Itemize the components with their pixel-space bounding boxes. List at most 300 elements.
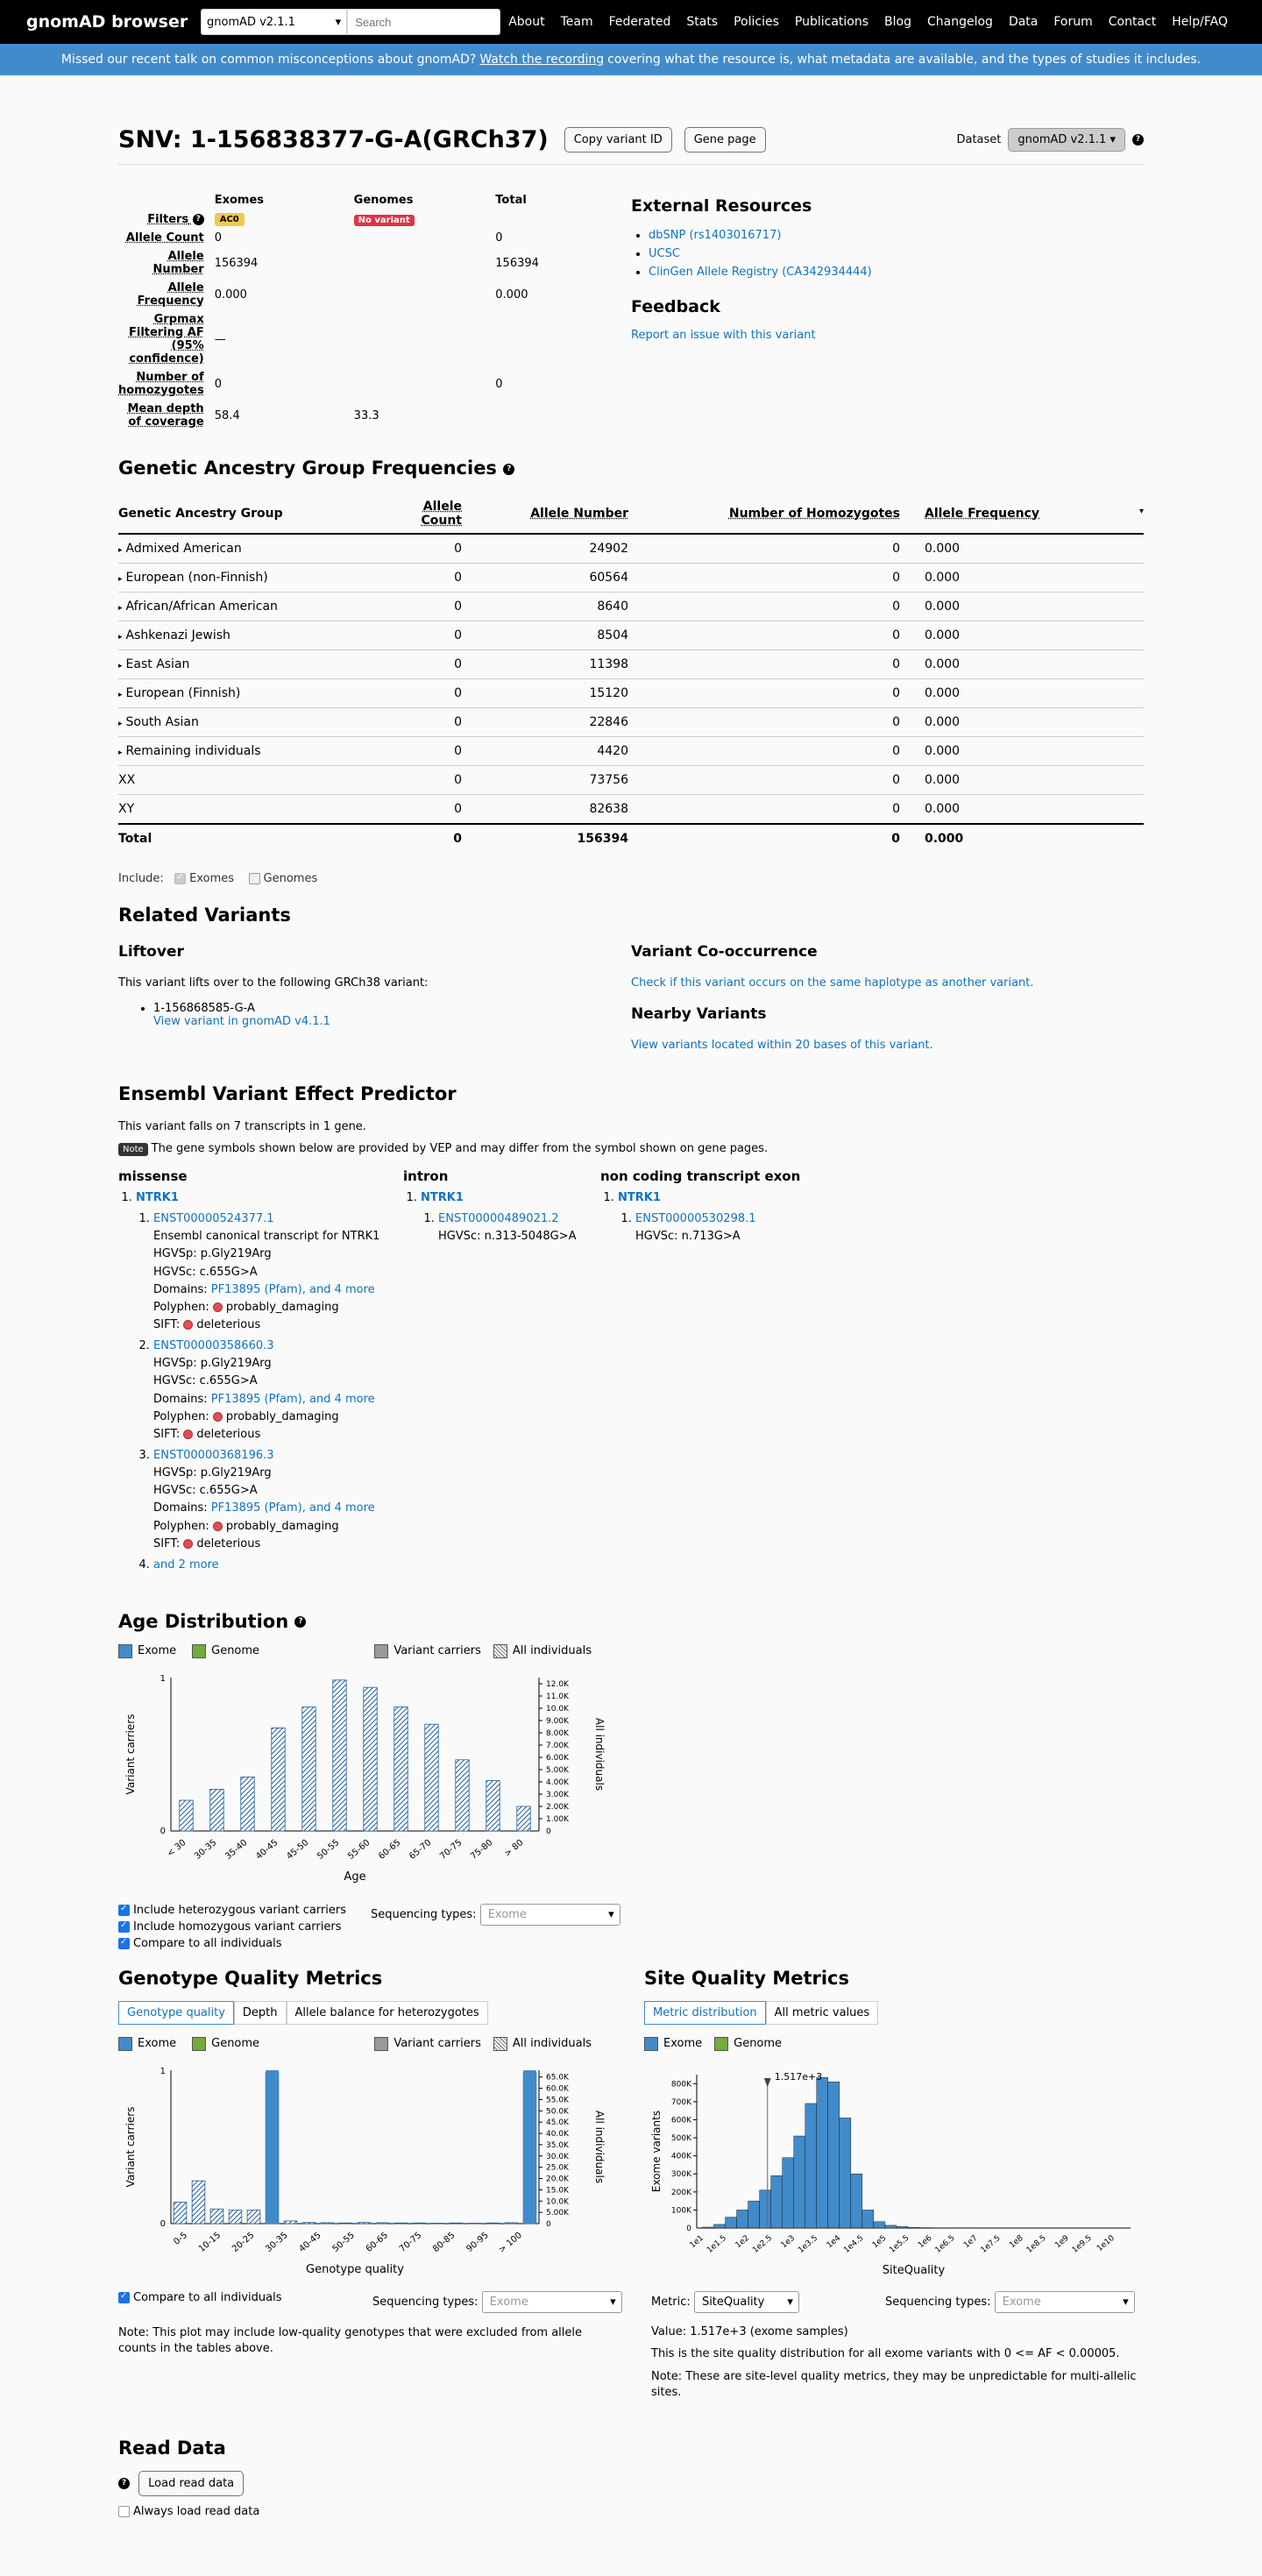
transcript-link[interactable]: ENST00000368196.3 — [153, 1448, 274, 1462]
expand-icon[interactable]: ▸ — [118, 691, 123, 699]
ancestry-freq-title: Genetic Ancestry Group Frequencies ? — [118, 458, 1144, 479]
x-tick: 1e4 — [825, 2233, 843, 2251]
hgvsc: HGVSc: n.713G>A — [635, 1230, 741, 1244]
row-label: Allele Frequency — [137, 281, 204, 308]
seq-type-select[interactable]: Exome ▾ — [482, 2291, 622, 2313]
col-exomes: Exomes — [214, 194, 265, 207]
banner-link[interactable]: Watch the recording — [479, 53, 605, 67]
transcript-link[interactable]: ENST00000358660.3 — [153, 1339, 274, 1353]
row-value — [354, 368, 496, 400]
banner-text-end: covering what the resource is, what metadata are available, and the types of studies it includes. — [607, 53, 1202, 67]
y-tick: 500K — [670, 2134, 691, 2144]
y2-tick: 25.0K — [546, 2163, 569, 2173]
legend-all: All individuals — [512, 2037, 592, 2051]
row-value — [354, 247, 496, 279]
group-name: European (non-Finnish) — [125, 571, 268, 585]
cooccurrence-title: Variant Co-occurrence — [631, 943, 818, 961]
y-axis-label: Variant carriers — [124, 1714, 137, 1795]
dataset-dropdown[interactable]: gnomAD v2.1.1 ▾ — [1008, 128, 1125, 152]
x-tick: 1e6.5 — [933, 2233, 957, 2255]
x-tick: 10-15 — [196, 2230, 223, 2254]
x-tick: 70-75 — [397, 2230, 424, 2254]
summary-row — [118, 229, 631, 247]
genomes-checkbox[interactable] — [249, 873, 260, 884]
expand-icon[interactable]: ▸ — [118, 749, 123, 757]
external-link[interactable]: ClinGen Allele Registry (CA342934444) — [649, 266, 872, 279]
dataset-selector — [956, 128, 1144, 152]
cell-af: 0.000 — [925, 593, 1144, 621]
table-row[interactable] — [118, 621, 1144, 650]
cell-ac: 0 — [381, 564, 486, 593]
x-tick: 1e3.5 — [797, 2233, 820, 2255]
sq-tabs — [644, 2001, 1170, 2025]
search-input[interactable] — [347, 9, 500, 35]
metric-select[interactable]: SiteQuality ▾ — [694, 2291, 799, 2313]
gq-options — [118, 2291, 644, 2357]
more-domains-link[interactable]: , and 4 more — [301, 1392, 375, 1406]
no-variant-badge: No variant — [354, 215, 415, 226]
y2-axis-label: All individuals — [593, 1717, 606, 1792]
bar-all-individuals — [333, 1680, 346, 1831]
table-row — [118, 766, 1144, 795]
liftover-title: Liftover — [118, 943, 184, 961]
domain-link[interactable]: PF13895 (Pfam) — [210, 1392, 302, 1406]
y2-tick: 11.0K — [546, 1692, 569, 1701]
y2-tick: 10.0K — [546, 2197, 569, 2207]
group-name: East Asian — [125, 657, 190, 671]
sift-label: SIFT: — [153, 1536, 181, 1551]
compare-label: Compare to all individuals — [133, 1936, 282, 1950]
external-link[interactable]: dbSNP (rs1403016717) — [649, 229, 782, 242]
domains-label: Domains: — [153, 1392, 208, 1406]
external-link[interactable]: UCSC — [649, 247, 680, 260]
row-value: 0 — [495, 231, 503, 245]
y-tick: 700K — [670, 2097, 691, 2107]
y2-tick: 3.00K — [546, 1790, 569, 1799]
exome-swatch — [644, 2037, 658, 2051]
row-value — [354, 310, 496, 368]
bar-all-individuals — [272, 1728, 285, 1831]
row-value — [495, 400, 631, 431]
histogram-bar — [771, 2175, 783, 2228]
more-transcripts-link[interactable]: and 2 more — [153, 1558, 219, 1572]
bar-all-individuals — [505, 2223, 518, 2224]
compare-checkbox[interactable] — [118, 2292, 130, 2303]
help-icon[interactable]: ? — [193, 214, 204, 225]
histogram-bar — [748, 2201, 760, 2228]
nav-link[interactable]: Policies — [734, 15, 779, 29]
cell-af: 0.000 — [925, 534, 1144, 564]
table-row[interactable] — [118, 737, 1144, 766]
domain-link[interactable]: PF13895 (Pfam) — [210, 1282, 302, 1296]
include-options — [118, 872, 1144, 885]
x-tick: 1e8.5 — [1024, 2233, 1048, 2255]
total-ac: 0 — [381, 824, 486, 853]
legend-exome: Exome — [138, 1644, 177, 1658]
intron-title: intron — [403, 1168, 449, 1184]
page-title: SNV: 1-156838377-G-A(GRCh37) — [118, 126, 549, 153]
ac0-badge: AC0 — [215, 213, 245, 226]
row-value — [354, 229, 496, 247]
gene-page-button[interactable]: Gene page — [684, 127, 766, 153]
histogram-bar — [817, 2077, 828, 2228]
tab-allele-balance[interactable]: Allele balance for heterozygotes — [287, 2001, 488, 2025]
polyphen-value: probably_damaging — [225, 1300, 339, 1314]
variant-title-row — [118, 75, 1144, 165]
x-tick: 30-35 — [264, 2230, 290, 2254]
external-link-item — [649, 226, 1144, 245]
dataset-select[interactable]: gnomAD v2.1.1 ▾ — [201, 9, 347, 35]
x-tick: 60-65 — [377, 1837, 403, 1862]
histogram-bar — [840, 2118, 851, 2228]
expand-icon[interactable]: ▸ — [118, 662, 123, 671]
y2-tick: 1.00K — [546, 1814, 569, 1824]
y2-tick: 0 — [546, 2219, 551, 2229]
y2-tick: 9.00K — [546, 1716, 569, 1726]
total-af: 0.000 — [925, 824, 1144, 853]
read-data-title: Read Data — [118, 2438, 226, 2459]
col-homozygotes[interactable]: Number of Homozygotes — [653, 494, 925, 534]
y-tick: 0 — [160, 1826, 166, 1836]
y2-tick: 40.0K — [546, 2130, 569, 2140]
cell-af: 0.000 — [925, 766, 1144, 795]
nav-link[interactable]: Data — [1008, 15, 1039, 29]
row-label: Grpmax Filtering AF (95% confidence) — [128, 313, 204, 365]
row-label: Allele Number — [152, 250, 204, 276]
load-read-data-button[interactable]: Load read data — [138, 2471, 244, 2496]
seq-type-select[interactable]: Exome ▾ — [480, 1904, 620, 1926]
feedback-title: Feedback — [631, 297, 720, 316]
help-icon[interactable]: ? — [294, 1616, 306, 1628]
table-row[interactable] — [118, 708, 1144, 737]
polyphen-value: probably_damaging — [225, 1519, 339, 1533]
all-individuals-swatch — [493, 2037, 507, 2051]
liftover-link[interactable]: View variant in gnomAD v4.1.1 — [153, 1015, 330, 1028]
y2-tick: 12.0K — [546, 1679, 569, 1689]
y-tick: 200K — [670, 2188, 691, 2197]
row-label: Number of homozygotes — [118, 371, 204, 397]
bar-all-individuals — [517, 1806, 530, 1831]
histogram-bar — [703, 2227, 714, 2228]
note-badge: Note — [118, 1143, 148, 1156]
summary-row — [118, 279, 631, 310]
cell-af: 0.000 — [925, 650, 1144, 679]
y-axis-label: Exome variants — [650, 2110, 663, 2193]
read-data-controls — [118, 2471, 1144, 2518]
col-allele-frequency[interactable]: Allele Frequency ▾ — [925, 494, 1144, 534]
table-row[interactable] — [118, 679, 1144, 708]
site-quality-title: Site Quality Metrics — [644, 1967, 850, 1989]
cell-an: 8640 — [486, 593, 653, 621]
bar-all-individuals — [456, 1760, 469, 1831]
marker-label: 1.517e+3 — [774, 2070, 823, 2083]
group-name: European (Finnish) — [125, 686, 241, 700]
polyphen-label: Polyphen: — [153, 1519, 209, 1533]
seq-label: Sequencing types: — [885, 2295, 991, 2309]
domain-link[interactable]: PF13895 (Pfam) — [210, 1501, 302, 1515]
row-value — [354, 279, 496, 310]
legend-all: All individuals — [512, 1644, 592, 1658]
transcript-item — [153, 1210, 403, 1334]
x-tick: 1e6 — [917, 2233, 934, 2251]
bar-all-individuals — [180, 1800, 193, 1831]
domains-label: Domains: — [153, 1501, 208, 1515]
hgvsp: HGVSp: p.Gly219Arg — [153, 1466, 272, 1480]
legend-genome: Genome — [211, 2037, 260, 2051]
ancestry-freq-table — [118, 494, 1144, 853]
total-g: Total — [118, 824, 381, 853]
x-tick: 1e1.5 — [705, 2233, 728, 2255]
external-link-item — [649, 245, 1144, 263]
col-allele-count[interactable]: Allele Count — [381, 494, 486, 534]
nav-link[interactable]: Blog — [884, 15, 911, 29]
expand-icon[interactable]: ▸ — [118, 604, 123, 613]
x-tick: 1e9.5 — [1070, 2233, 1094, 2255]
vep-title: Ensembl Variant Effect Predictor — [118, 1083, 457, 1104]
nav-link[interactable]: Stats — [686, 15, 719, 29]
sq-legend — [644, 2037, 1170, 2051]
legend-genome: Genome — [211, 1644, 260, 1658]
table-row[interactable] — [118, 534, 1144, 564]
cell-hom: 0 — [653, 593, 925, 621]
y-tick: 1 — [160, 2066, 166, 2076]
x-tick: 0-5 — [172, 2230, 190, 2247]
table-row — [118, 795, 1144, 825]
cooccurrence-link[interactable]: Check if this variant occurs on the same haplotype as another variant. — [631, 976, 1034, 990]
more-domains-link[interactable]: , and 4 more — [301, 1282, 375, 1296]
hgvsc: HGVSc: n.313-5048G>A — [438, 1230, 577, 1244]
damaging-icon — [213, 1302, 223, 1312]
x-tick: 40-45 — [297, 2230, 323, 2254]
histogram-bar — [874, 2222, 885, 2228]
legend-exome: Exome — [138, 2037, 177, 2051]
cell-ac: 0 — [381, 737, 486, 766]
genotype-quality-title: Genotype Quality Metrics — [118, 1967, 383, 1989]
sift-value: deleterious — [196, 1427, 261, 1441]
col-total: Total — [495, 194, 527, 207]
cell-hom: 0 — [653, 679, 925, 708]
bar-all-individuals — [431, 2223, 444, 2224]
deleterious-icon — [183, 1539, 193, 1549]
col-group[interactable]: Genetic Ancestry Group — [118, 494, 381, 534]
bar-all-individuals — [210, 1789, 223, 1831]
summary-row — [118, 400, 631, 431]
y-tick: 300K — [670, 2170, 691, 2180]
y2-tick: 7.00K — [546, 1741, 569, 1750]
bar-all-individuals — [339, 2223, 352, 2224]
expand-icon[interactable]: ▸ — [118, 575, 123, 584]
bar-all-individuals — [468, 2223, 481, 2224]
bar-all-individuals — [174, 2203, 187, 2224]
row-value: 0.000 — [495, 287, 528, 302]
legend-carriers: Variant carriers — [393, 2037, 481, 2051]
always-load-checkbox[interactable] — [118, 2506, 130, 2517]
cell-ac: 0 — [381, 766, 486, 795]
gene-link[interactable]: NTRK1 — [136, 1191, 179, 1204]
tab-metric-distribution[interactable]: Metric distribution — [644, 2001, 766, 2025]
x-axis-label: Age — [344, 1870, 366, 1884]
expand-icon[interactable]: ▸ — [118, 546, 123, 555]
filters-label: Filters ? — [118, 209, 215, 229]
age-distribution-title: Age Distribution ? — [118, 1611, 1144, 1632]
cell-hom: 0 — [653, 766, 925, 795]
bar-all-individuals — [425, 1724, 438, 1831]
bar-all-individuals — [302, 1707, 316, 1831]
hom-checkbox[interactable] — [118, 1921, 130, 1933]
sq-options — [644, 2291, 1170, 2401]
compare-checkbox[interactable] — [118, 1938, 130, 1949]
histogram-bar — [714, 2225, 726, 2228]
gq-note: Note: This plot may include low-quality genotypes that were excluded from allele counts in the tables above. — [118, 2325, 583, 2356]
nav-link[interactable]: Changelog — [926, 15, 993, 29]
hgvsc: HGVSc: c.655G>A — [153, 1265, 258, 1279]
exomes-checkbox[interactable] — [174, 873, 186, 884]
missense-title: missense — [118, 1168, 188, 1184]
cell-an: 60564 — [486, 564, 653, 593]
x-tick: 60-65 — [364, 2230, 391, 2254]
histogram-bar — [828, 2082, 840, 2228]
nav-link[interactable]: Forum — [1053, 15, 1093, 29]
bar-all-individuals — [229, 2211, 242, 2224]
hgvsc: HGVSc: c.655G>A — [153, 1374, 258, 1388]
legend-exome: Exome — [663, 2037, 703, 2051]
seq-type-select[interactable]: Exome ▾ — [995, 2291, 1135, 2313]
deleterious-icon — [183, 1320, 193, 1330]
row-value: — — [214, 332, 226, 346]
group-name: XX — [118, 773, 136, 787]
table-row[interactable] — [118, 564, 1144, 593]
deleterious-icon — [183, 1430, 193, 1439]
nearby-link[interactable]: View variants located within 20 bases of this variant. — [631, 1039, 933, 1052]
age-chart — [118, 1669, 644, 1897]
group-name: Remaining individuals — [125, 744, 261, 758]
tab-all-metric-values[interactable]: All metric values — [766, 2001, 879, 2025]
cell-ac: 0 — [381, 621, 486, 650]
het-label: Include heterozygous variant carriers — [133, 1903, 347, 1917]
external-resources-title: External Resources — [631, 196, 812, 216]
help-icon[interactable]: ? — [503, 464, 514, 475]
cell-hom: 0 — [653, 564, 925, 593]
gq-legend — [118, 2037, 592, 2051]
cell-ac: 0 — [381, 679, 486, 708]
report-issue-link[interactable]: Report an issue with this variant — [631, 329, 816, 342]
y2-tick: 55.0K — [546, 2096, 569, 2105]
row-value: 0.000 — [214, 287, 247, 302]
y2-tick: 6.00K — [546, 1753, 569, 1763]
damaging-icon — [213, 1522, 223, 1531]
het-checkbox[interactable] — [118, 1905, 130, 1916]
x-tick: 1e1 — [688, 2233, 705, 2251]
nav-link[interactable]: About — [508, 15, 545, 29]
hgvsp: HGVSp: p.Gly219Arg — [153, 1247, 272, 1261]
row-label: Mean depth of coverage — [127, 402, 204, 429]
nav-link[interactable]: Federated — [608, 15, 671, 29]
cell-ac: 0 — [381, 708, 486, 737]
cell-an: 82638 — [486, 795, 653, 825]
polyphen-label: Polyphen: — [153, 1409, 209, 1423]
bar-all-individuals — [413, 2223, 426, 2224]
table-row[interactable] — [118, 650, 1144, 679]
more-domains-link[interactable]: , and 4 more — [301, 1501, 375, 1515]
tab-depth[interactable]: Depth — [234, 2001, 287, 2025]
x-tick: > 100 — [497, 2230, 524, 2255]
table-row[interactable] — [118, 593, 1144, 621]
histogram-bar — [862, 2210, 874, 2228]
always-load-label: Always load read data — [133, 2505, 260, 2519]
transcript-item — [153, 1338, 403, 1444]
transcript-link[interactable]: ENST00000530298.1 — [635, 1212, 756, 1226]
genome-swatch — [714, 2037, 728, 2051]
x-tick: 1e10 — [1095, 2233, 1117, 2253]
cell-hom: 0 — [653, 534, 925, 564]
genome-swatch — [192, 2037, 206, 2051]
nav-link[interactable]: Contact — [1108, 15, 1157, 29]
col-genomes: Genomes — [353, 194, 414, 207]
gene-link[interactable]: NTRK1 — [618, 1191, 661, 1204]
copy-variant-id-button[interactable]: Copy variant ID — [564, 127, 672, 153]
cell-hom: 0 — [653, 737, 925, 766]
total-hom: 0 — [653, 824, 925, 853]
histogram-bar — [726, 2218, 737, 2228]
nav-link[interactable]: Help/FAQ — [1172, 15, 1228, 29]
bar-all-individuals — [302, 2223, 316, 2224]
external-links — [649, 226, 1144, 281]
expand-icon[interactable]: ▸ — [118, 633, 123, 642]
row-value: 0 — [214, 377, 222, 391]
sift-value: deleterious — [196, 1536, 261, 1551]
y2-tick: 4.00K — [546, 1778, 569, 1787]
transcript-item — [153, 1447, 403, 1553]
group-name: Ashkenazi Jewish — [125, 628, 230, 642]
group-name: XY — [118, 802, 135, 816]
y2-tick: 20.0K — [546, 2175, 569, 2184]
tab-genotype-quality[interactable]: Genotype quality — [118, 2001, 234, 2025]
exome-swatch — [118, 2037, 132, 2051]
expand-icon[interactable]: ▸ — [118, 720, 123, 728]
nav-link[interactable]: Publications — [794, 15, 869, 29]
x-tick: 35-40 — [223, 1837, 250, 1862]
gene-link[interactable]: NTRK1 — [421, 1191, 464, 1204]
help-icon[interactable]: ? — [118, 2478, 130, 2489]
transcript-link[interactable]: ENST00000489021.2 — [438, 1212, 559, 1226]
row-label: Allele Count — [125, 231, 204, 245]
y2-tick: 8.00K — [546, 1728, 569, 1738]
sq-value: Value: 1.517e+3 (exome samples) — [651, 2324, 848, 2338]
polyphen-value: probably_damaging — [225, 1409, 339, 1423]
row-value: 58.4 — [214, 408, 240, 422]
gq-chart — [118, 2062, 644, 2281]
brand-logo[interactable]: gnomAD browser — [26, 12, 188, 32]
row-value: 0 — [495, 377, 503, 391]
y2-tick: 0 — [546, 1827, 551, 1836]
summary-row — [118, 368, 631, 400]
y2-tick: 45.0K — [546, 2118, 569, 2128]
col-allele-number[interactable]: Allele Number — [486, 494, 653, 534]
x-tick: 75-80 — [469, 1837, 495, 1862]
transcript-link[interactable]: ENST00000524377.1 — [153, 1212, 274, 1226]
cell-hom: 0 — [653, 708, 925, 737]
compare-label: Compare to all individuals — [133, 2290, 282, 2304]
bar-all-individuals — [450, 2223, 463, 2224]
seq-label: Sequencing types: — [371, 1907, 477, 1921]
y2-tick: 65.0K — [546, 2073, 569, 2083]
help-icon[interactable]: ? — [1132, 134, 1144, 145]
group-name: South Asian — [125, 715, 199, 729]
x-tick: 1e3 — [779, 2233, 798, 2251]
cell-af: 0.000 — [925, 621, 1144, 650]
x-tick: 1e7.5 — [979, 2233, 1003, 2255]
nav-link[interactable]: Team — [560, 15, 593, 29]
